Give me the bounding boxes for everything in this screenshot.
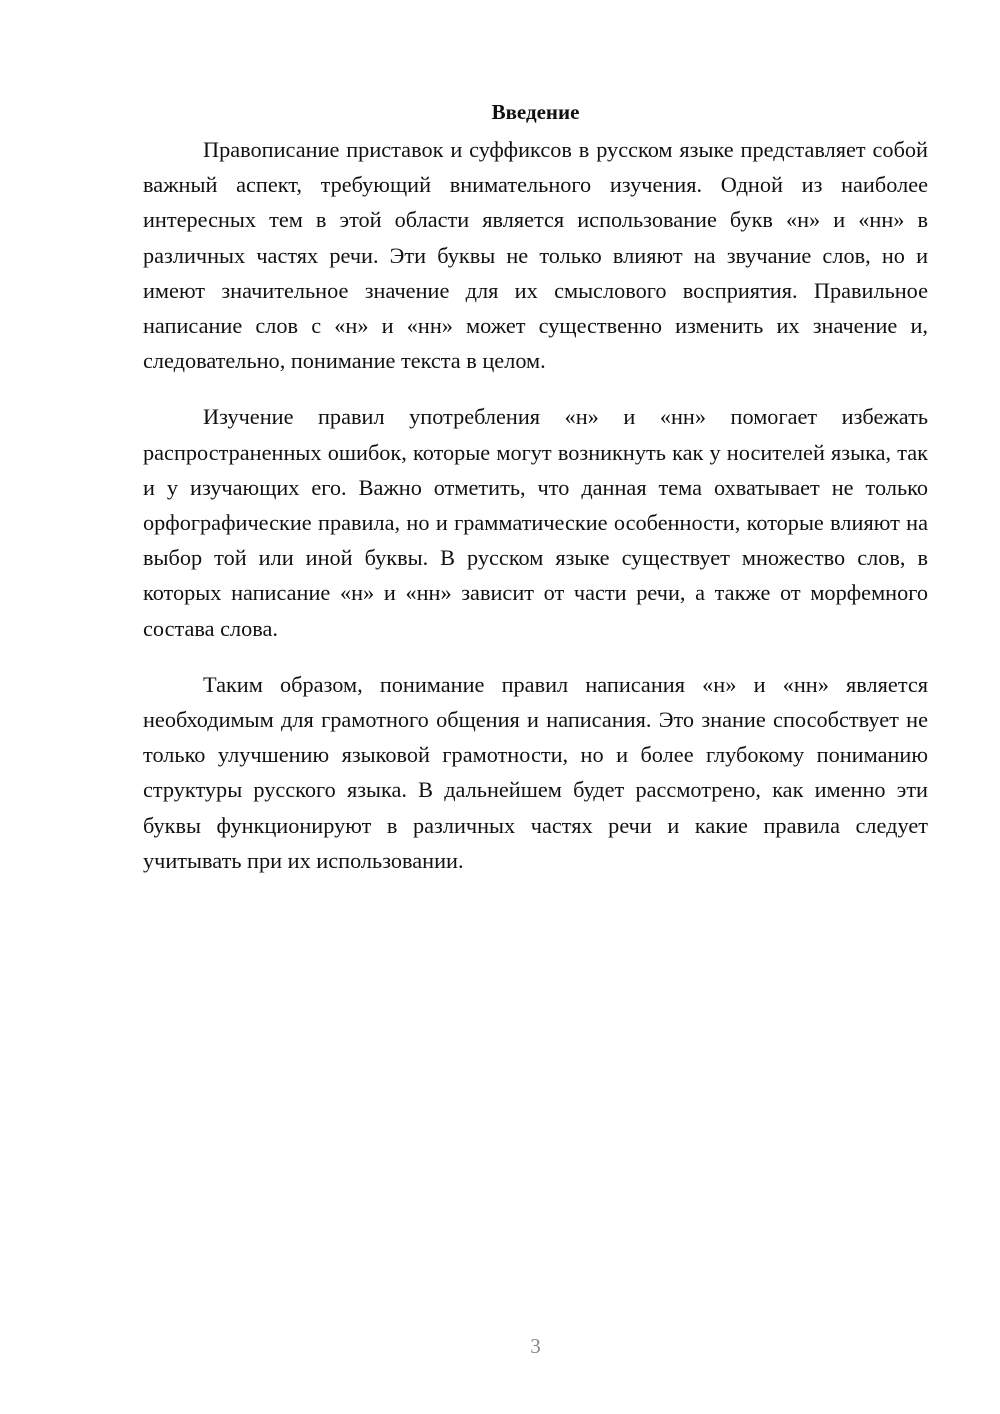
paragraph-3: Таким образом, понимание правил написания «н» и «нн» является необходимым для грамотного общения и написания. Это знание способствует не только улучшению языковой грамотности, но и более глубокому пониманию структуры русского языка. В дальнейшем будет рассмотрено, как именно эти буквы функционируют в различных частях речи и какие правила следует учитывать при их использовании. [143,671,928,873]
section-title: Введение [491,100,580,124]
page-number: 3 [530,1334,541,1358]
paragraph-2: Изучение правил употребления «н» и «нн» помогает избежать распространенных ошибок, которые могут возникнуть как у носителей языка, так и у изучающих его. Важно отметить, что данная тема охватывает не только орфографические правила, но и грамматические особенности, которые влияют на выбор той или иной буквы. В русском языке существует множество слов, в которых написание «н» и «нн» зависит от части речи, а также от морфемного состава слова. [143,404,928,641]
paragraph-1: Правописание приставок и суффиксов в русском языке представляет собой важный аспект, требующий внимательного изучения. Одной из наиболее интересных тем в этой области является использование букв «н» и «нн» в различных частях речи. Эти буквы не только влияют на звучание слов, но и имеют значительное значение для их смыслового восприятия. Правильное написание слов с «н» и «нн» может существенно изменить их значение и, следовательно, понимание текста в целом. [143,137,928,374]
page-content [143,95,928,878]
